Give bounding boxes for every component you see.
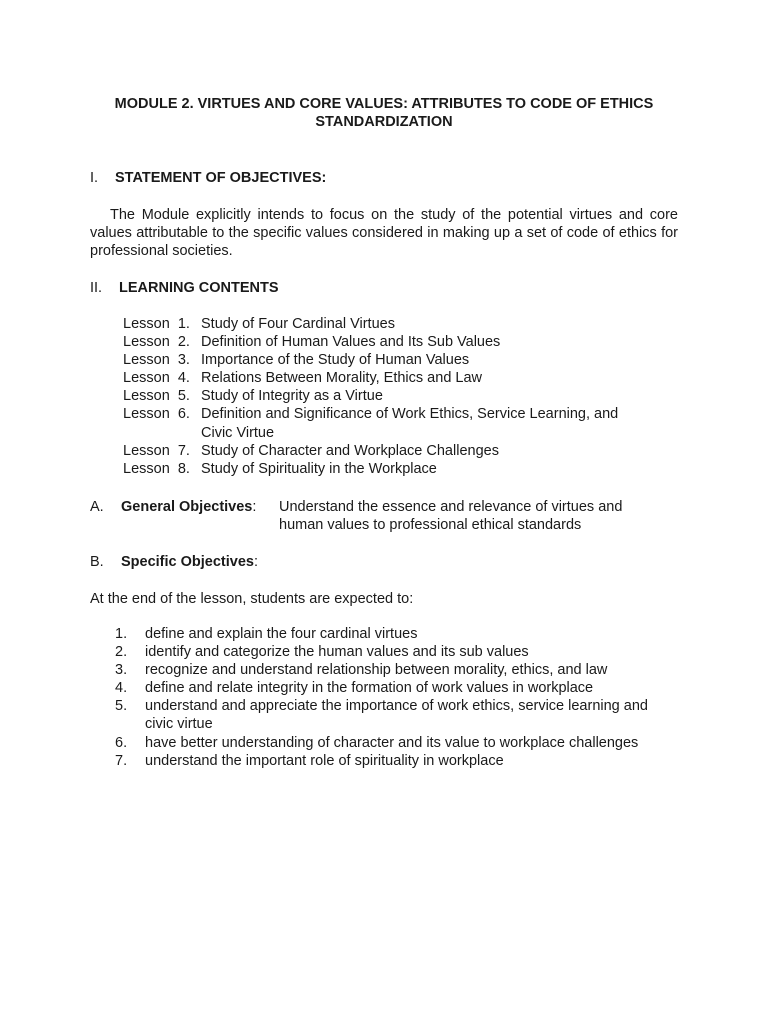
list-item	[115, 734, 685, 752]
lesson-number: Lesson 2.	[123, 334, 190, 351]
list-item-text: understand and appreciate the importance of work ethics, service learning and civic virtue	[145, 698, 648, 733]
general-objectives-text-line-2: human values to professional ethical standards	[279, 517, 582, 533]
lesson-title: Definition of Human Values and Its Sub Values	[201, 334, 501, 351]
list-item	[115, 661, 685, 679]
section-number: I.	[90, 170, 99, 186]
specific-objectives-intro: At the end of the lesson, students are expected to:	[90, 591, 414, 607]
module-title-line-1: MODULE 2. VIRTUES AND CORE VALUES: ATTRIBUTES TO CODE OF ETHICS	[114, 96, 654, 112]
lesson-number: Lesson 7.	[123, 442, 190, 459]
lesson-item	[123, 405, 661, 441]
lesson-title: Study of Integrity as a Virtue	[201, 388, 383, 405]
lesson-item	[123, 369, 661, 387]
lesson-item	[123, 315, 661, 333]
list-item	[115, 752, 685, 770]
lesson-item	[123, 460, 661, 478]
lesson-item	[123, 333, 661, 351]
list-item-text: define and relate integrity in the formation of work values in workplace	[145, 680, 594, 697]
objective-letter: A.	[90, 499, 104, 515]
list-item-number: 3.	[115, 662, 128, 679]
specific-objectives-colon: :	[253, 554, 259, 570]
list-item	[115, 679, 685, 697]
section-statement-of-objectives	[90, 169, 326, 187]
lesson-item	[123, 442, 661, 460]
general-objectives-text-line-1: Understand the essence and relevance of virtues and	[279, 499, 623, 515]
list-item-number: 6.	[115, 734, 128, 751]
specific-objectives-label: Specific Objectives	[121, 554, 254, 570]
list-item	[115, 625, 685, 643]
section-learning-contents	[90, 279, 279, 297]
lesson-number: Lesson 4.	[123, 370, 190, 387]
general-objectives-colon: :	[252, 499, 257, 515]
list-item-number: 1.	[115, 626, 128, 642]
objectives-paragraph-text: The Module explicitly intends to focus on the study of the potential virtues and core values attributable to the specific values considered in making up a set of code of ethics for professional societies.	[90, 207, 678, 260]
list-item	[115, 697, 685, 733]
lesson-number: Lesson 5.	[123, 388, 190, 405]
specific-objectives-heading	[90, 553, 258, 571]
list-item	[115, 643, 685, 661]
general-objectives	[90, 498, 649, 534]
lesson-title: Study of Four Cardinal Virtues	[201, 316, 395, 332]
lesson-title: Study of Spirituality in the Workplace	[201, 460, 437, 477]
list-item-number: 5.	[115, 698, 128, 715]
list-item-number: 4.	[115, 680, 128, 697]
module-title	[90, 95, 678, 131]
lesson-number: Lesson 8.	[123, 460, 190, 477]
lesson-number: Lesson 6.	[123, 406, 190, 423]
lesson-item	[123, 351, 661, 369]
section-number: II.	[90, 280, 103, 296]
general-objectives-label-text: General Objectives	[121, 499, 253, 515]
section-label: STATEMENT OF OBJECTIVES:	[115, 170, 327, 186]
list-item-text: have better understanding of character and its value to workplace challenges	[145, 734, 639, 751]
section-label: LEARNING CONTENTS	[119, 280, 279, 296]
lesson-title: Definition and Significance of Work Ethics, Service Learning, and Civic Virtue	[201, 406, 619, 441]
list-item-number: 7.	[115, 752, 128, 769]
lesson-title: Study of Character and Workplace Challenges	[201, 442, 499, 459]
objectives-paragraph	[90, 206, 678, 261]
list-item-text: understand the important role of spirituality in workplace	[145, 752, 504, 769]
general-objectives-text	[279, 498, 649, 534]
specific-objectives-list	[115, 625, 685, 770]
lesson-item	[123, 387, 661, 405]
lesson-number: Lesson 3.	[123, 352, 190, 369]
list-item-number: 2.	[115, 644, 128, 661]
lesson-title: Relations Between Morality, Ethics and Law	[201, 370, 483, 387]
lesson-list	[123, 315, 661, 478]
module-title-line-2: STANDARDIZATION	[315, 114, 453, 130]
list-item-text: recognize and understand relationship between morality, ethics, and law	[145, 662, 608, 679]
list-item-text: define and explain the four cardinal virtues	[145, 626, 418, 642]
objective-letter: B.	[90, 554, 104, 570]
general-objectives-label	[121, 498, 279, 534]
lesson-number: Lesson 1.	[123, 316, 190, 332]
list-item-text: identify and categorize the human values and its sub values	[145, 644, 529, 661]
lesson-title: Importance of the Study of Human Values	[201, 352, 470, 369]
